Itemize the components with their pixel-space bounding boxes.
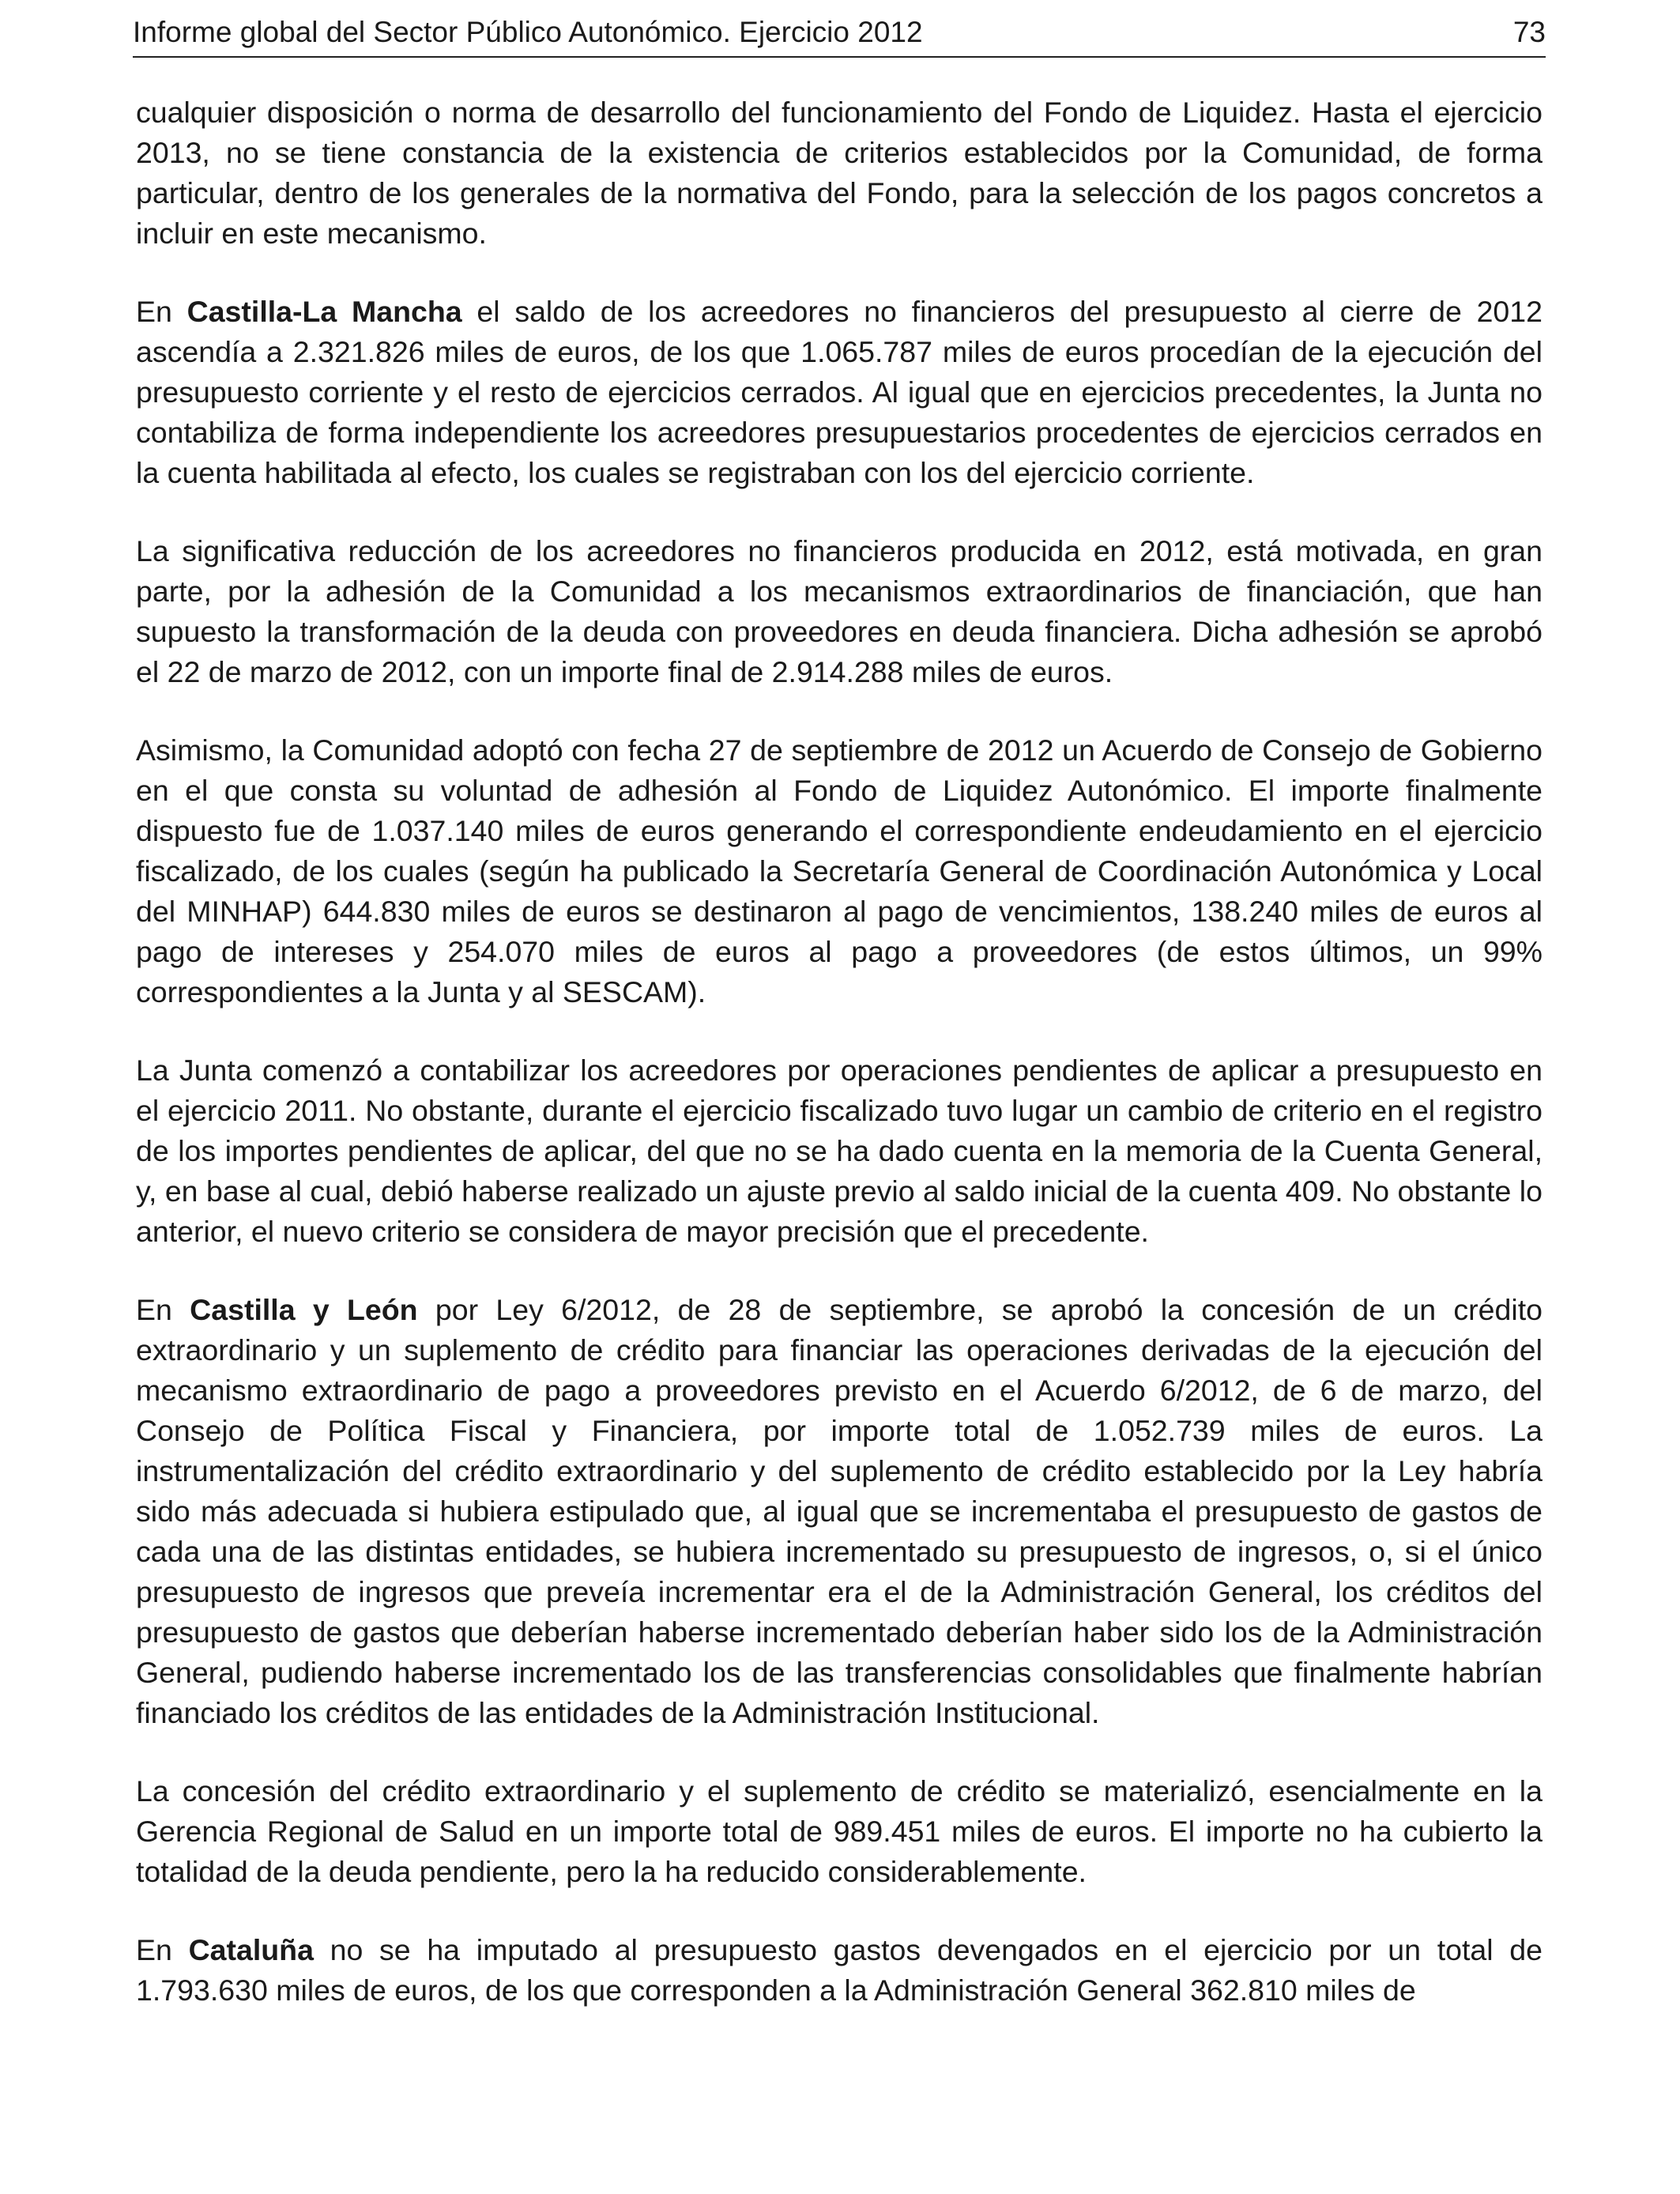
document-body (136, 92, 1543, 2049)
paragraph-castilla-la-mancha: En Castilla-La Mancha el saldo de los acreedores no financieros del presupuesto al cierre de 2012 ascendía a 2.321.826 miles de euros, de los que 1.065.787 miles de euros procedían de la ejecución del presupuesto corriente y el resto de ejercicios cerrados. Al igual que en ejercicios precedentes, la Junta no contabiliza de forma independiente los acreedores presupuestarios procedentes de ejercicios cerrados en la cuenta habilitada al efecto, los cuales se registraban con los del ejercicio corriente. (136, 295, 1543, 489)
paragraph-5: La Junta comenzó a contabilizar los acreedores por operaciones pendientes de aplicar a presupuesto en el ejercicio 2011. No obstante, durante el ejercicio fiscalizado tuvo lugar un cambio de criterio en el registro de los importes pendientes de aplicar, del que no se ha dado cuenta en la memoria de la Cuenta General, y, en base al cual, debió haberse realizado un ajuste previo al saldo inicial de la cuenta 409. No obstante lo anterior, el nuevo criterio se considera de mayor precisión que el precedente. (136, 1054, 1543, 1248)
paragraph-3: La significativa reducción de los acreedores no financieros producida en 2012, está motivada, en gran parte, por la adhesión de la Comunidad a los mecanismos extraordinarios de financiación, que han supuesto la transformación de la deuda con proveedores en deuda financiera. Dicha adhesión se aprobó el 22 de marzo de 2012, con un importe final de 2.914.288 miles de euros. (136, 534, 1543, 688)
paragraph-cataluna: En Cataluña no se ha imputado al presupuesto gastos devengados en el ejercicio por un total de 1.793.630 miles de euros, de los que corresponden a la Administración General 362.810 miles de (136, 1933, 1543, 2007)
header-title: Informe global del Sector Público Autonómico. Ejercicio 2012 (133, 16, 923, 48)
paragraph-7: La concesión del crédito extraordinario y el suplemento de crédito se materializó, esencialmente en la Gerencia Regional de Salud en un importe total de 989.451 miles de euros. El importe no ha cubierto la totalidad de la deuda pendiente, pero la ha reducido considerablemente. (136, 1774, 1543, 1888)
paragraph-1: cualquier disposición o norma de desarrollo del funcionamiento del Fondo de Liquidez. Hasta el ejercicio 2013, no se tiene constancia de la existencia de criterios establecidos por la Comunidad, de forma particular, dentro de los generales de la normativa del Fondo, para la selección de los pagos concretos a incluir en este mecanismo. (136, 96, 1543, 250)
region-name-castilla-la-mancha: Castilla-La Mancha (186, 295, 462, 328)
page-header (133, 13, 1546, 52)
page-number: 73 (1512, 16, 1546, 48)
paragraph-castilla-y-leon: En Castilla y León por Ley 6/2012, de 28 de septiembre, se aprobó la concesión de un crédito extraordinario y un suplemento de crédito para financiar las operaciones derivadas de la ejecución del mecanismo extraordinario de pago a proveedores previsto en el Acuerdo 6/2012, de 6 de marzo, del Consejo de Política Fiscal y Financiera, por importe total de 1.052.739 miles de euros. La instrumentalización del crédito extraordinario y del suplemento de crédito establecido por la Ley habría sido más adecuada si hubiera estipulado que, al igual que se incrementaba el presupuesto de gastos de cada una de las distintas entidades, se hubiera incrementado su presupuesto de ingresos, o, si el único presupuesto de ingresos que preveía incrementar era el de la Administración General, los créditos del presupuesto de gastos que deberían haberse incrementado deberían haber sido los de la Administración General, pudiendo haberse incrementado los de las transferencias consolidables que finalmente habrían financiado los créditos de las entidades de la Administración Institucional. (136, 1293, 1543, 1729)
region-name-castilla-y-leon: Castilla y León (190, 1293, 418, 1326)
paragraph-4: Asimismo, la Comunidad adoptó con fecha 27 de septiembre de 2012 un Acuerdo de Consejo de Gobierno en el que consta su voluntad de adhesión al Fondo de Liquidez Autonómico. El importe finalmente dispuesto fue de 1.037.140 miles de euros generando el correspondiente endeudamiento en el ejercicio fiscalizado, de los cuales (según ha publicado la Secretaría General de Coordinación Autonómica y Local del MINHAP) 644.830 miles de euros se destinaron al pago de vencimientos, 138.240 miles de euros al pago de intereses y 254.070 miles de euros al pago a proveedores (de estos últimos, un 99% correspondientes a la Junta y al SESCAM). (136, 733, 1543, 1008)
region-name-cataluna: Cataluña (188, 1933, 314, 1966)
header-divider (133, 56, 1546, 58)
